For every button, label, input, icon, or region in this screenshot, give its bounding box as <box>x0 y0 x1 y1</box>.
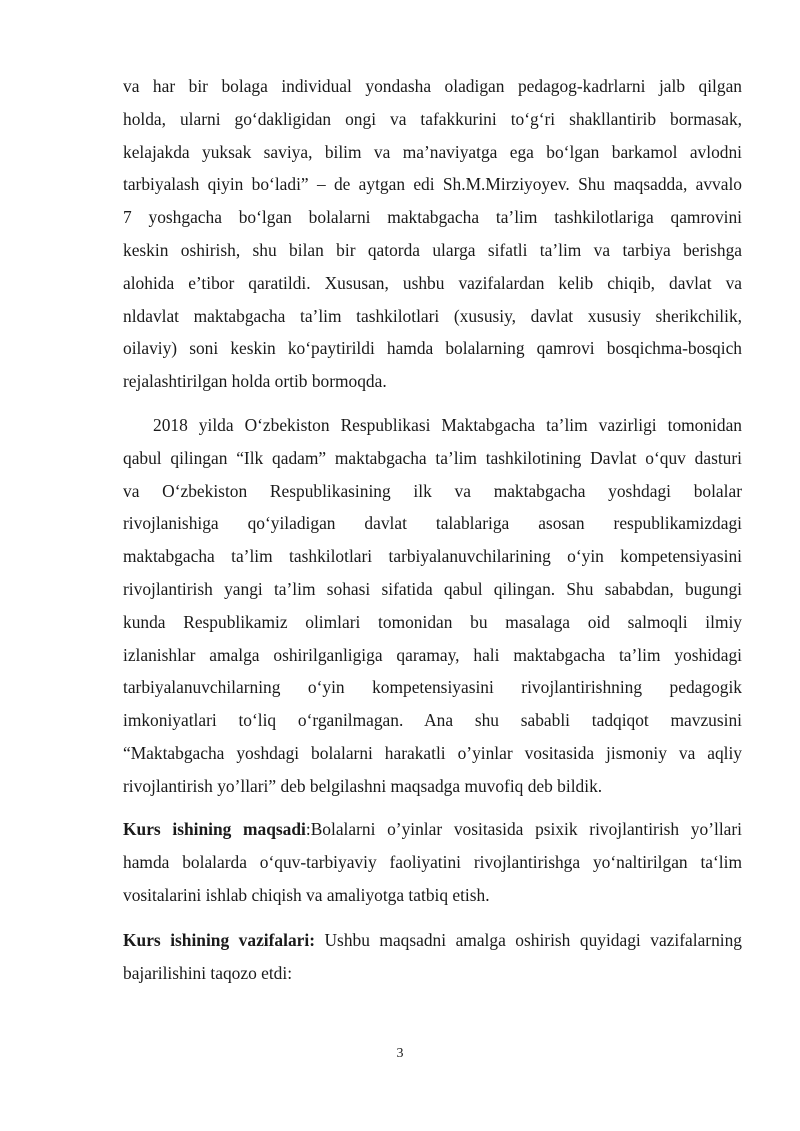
text-line: rivojlantirish yangi ta’lim sohasi sifatida qabul qilingan. Shu sababdan, bugungi <box>123 578 742 599</box>
text-line: oilaviy) soni keskin ko‘paytirildi hamda bolalarning qamrovi bosqichma-bosqich <box>123 338 742 359</box>
tasks-text: Ushbu maqsadni amalga oshirish quyidagi vazifalarning <box>314 930 742 950</box>
goal-heading: Kurs ishining maqsadi <box>123 819 306 839</box>
text-line: alohida e’tibor qaratildi. Xususan, ushbu vazifalardan kelib chiqib, davlat va <box>123 272 742 293</box>
text-line: kunda Respublikamiz olimlari tomonidan bu masalaga oid salmoqli ilmiy <box>123 611 742 632</box>
text-line: kelajakda yuksak saviya, bilim va ma’naviyatga ega bo‘lgan barkamol avlodni <box>123 141 742 162</box>
text-line: 7 yoshgacha bo‘lgan bolalarni maktabgacha ta’lim tashkilotlariga qamrovini <box>123 207 742 228</box>
text-line: imkoniyatlari to‘liq o‘rganilmagan. Ana shu sababli tadqiqot mavzusini <box>123 710 742 731</box>
paragraph-intro <box>123 70 742 398</box>
text-line <box>123 813 742 846</box>
text-line: hamda bolalarda o‘quv-tarbiyaviy faoliyatini rivojlantirishga yo‘naltirilgan ta‘lim <box>123 851 742 872</box>
text-line: bajarilishini taqozo etdi: <box>123 962 293 983</box>
text-line <box>123 924 742 957</box>
paragraph-2018 <box>123 409 742 803</box>
text-line: va O‘zbekiston Respublikasining ilk va maktabgacha yoshdagi bolalar <box>123 480 742 501</box>
text-line: keskin oshirish, shu bilan bir qatorda ularga sifatli ta’lim va tarbiya berishga <box>123 239 742 260</box>
text-line: qabul qilingan “Ilk qadam” maktabgacha ta’lim tashkilotining Davlat o‘quv dasturi <box>123 447 742 468</box>
page-number: 3 <box>396 1046 404 1061</box>
text-line: “Maktabgacha yoshdagi bolalarni harakatli o’yinlar vositasida jismoniy va aqliy <box>123 742 742 763</box>
text-line: izlanishlar amalga oshirilganligiga qaramay, hali maktabgacha ta’lim yoshidagi <box>123 644 742 665</box>
goal-text: :Bolalarni o’yinlar vositasida psixik rivojlantirish yo’llari <box>305 819 742 839</box>
text-line: rejalashtirilgan holda ortib bormoqda. <box>123 371 387 392</box>
text-line: tarbiyalash qiyin bo‘ladi” – de aytgan edi Sh.M.Mirziyoyev. Shu maqsadda, avvalo <box>123 174 742 195</box>
text-line: maktabgacha ta’lim tashkilotlari tarbiyalanuvchilarining o‘yin kompetensiyasini <box>123 546 742 567</box>
text-line: va har bir bolaga individual yondasha oladigan pedagog-kadrlarni jalb qilgan <box>123 76 742 96</box>
text-line: vositalarini ishlab chiqish va amaliyotga tatbiq etish. <box>123 884 490 905</box>
text-line: rivojlantirish yo’llari” deb belgilashni maqsadga muvofiq deb bildik. <box>123 775 603 796</box>
text-line: nldavlat maktabgacha ta’lim tashkilotlari (xususiy, davlat xususiy sherikchilik, <box>123 305 742 326</box>
paragraph-goal <box>123 813 742 911</box>
text-line: 2018 yilda O‘zbekiston Respublikasi Maktabgacha ta’lim vazirligi tomonidan <box>153 415 742 435</box>
text-line: holda, ularni go‘dakligidan ongi va tafakkurini to‘g‘ri shakllantirib bormasak, <box>123 108 742 129</box>
text-line: rivojlanishiga qo‘yiladigan davlat talablariga asosan respublikamizdagi <box>123 513 742 534</box>
paragraph-tasks <box>123 924 742 990</box>
tasks-heading: Kurs ishining vazifalari: <box>123 930 315 950</box>
text-line: tarbiyalanuvchilarning o‘yin kompetensiyasini rivojlantirishning pedagogik <box>123 677 742 698</box>
